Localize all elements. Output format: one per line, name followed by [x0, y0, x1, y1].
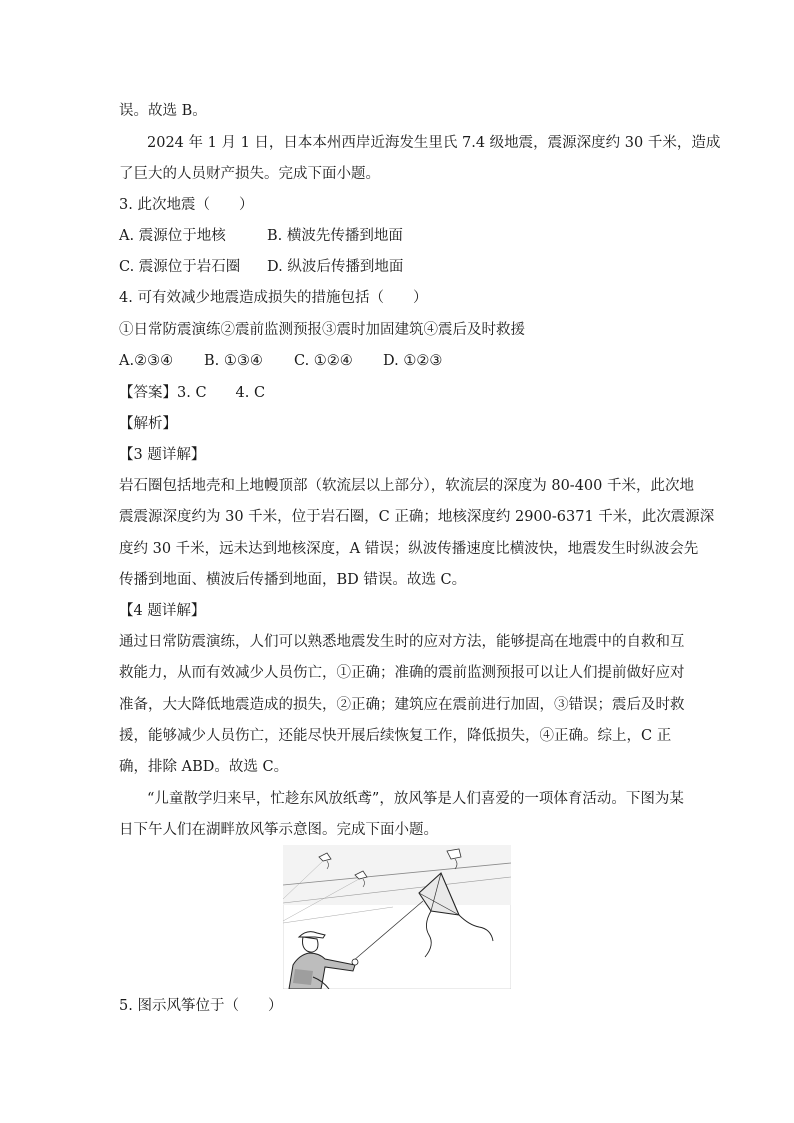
analysis-heading: 【解析】	[119, 416, 177, 432]
question-3-detail-heading: 【3 题详解】	[119, 447, 206, 463]
question-4-detail-line-4: 援，能够减少人员伤亡，还能尽快开展后续恢复工作，降低损失，④正确。综上，C 正	[119, 728, 672, 744]
question-4-detail-line-3: 准备，大大降低地震造成的损失，②正确；建筑应在震前进行加固，③错误；震后及时救	[119, 697, 685, 713]
question-4-option-b: B. ①③④	[204, 353, 263, 369]
question-4-stem: 4. 可有效减少地震造成损失的措施包括（ ）	[119, 290, 428, 306]
question-4-option-a: A.②③④	[119, 353, 174, 369]
prev-conclusion: 误。故选 B。	[119, 103, 207, 119]
question-4-items: ①日常防震演练②震前监测预报③震时加固建筑④震后及时救援	[119, 322, 525, 338]
kite-material-line-1: “儿童散学归来早，忙趁东风放纸鸢”，放风筝是人们喜爱的一项体育活动。下图为某	[147, 791, 684, 807]
question-4-detail-line-5: 确，排除 ABD。故选 C。	[119, 759, 289, 775]
kite-illustration	[283, 845, 511, 989]
question-4-detail-heading: 【4 题详解】	[119, 603, 206, 619]
question-3-detail-line-4: 传播到地面、横波后传播到地面，BD 错误。故选 C。	[119, 572, 467, 588]
question-5-stem: 5. 图示风筝位于（ ）	[119, 998, 283, 1014]
question-3-option-d: D. 纵波后传播到地面	[267, 259, 404, 275]
material-intro-line-2: 了巨大的人员财产损失。完成下面小题。	[119, 166, 380, 182]
kite-figure	[283, 845, 511, 989]
sky-haze	[283, 845, 511, 905]
question-3-detail-line-2: 震震源深度约为 30 千米，位于岩石圈，C 正确；地核深度约 2900-6371 千米，此次震源深	[119, 509, 715, 525]
answer-line: 【答案】3. C 4. C	[119, 385, 266, 401]
question-3-detail-line-3: 度约 30 千米，远未达到地核深度，A 错误；纵波传播速度比横波快，地震发生时纵波会先	[119, 541, 699, 557]
question-4-detail-line-2: 救能力，从而有效减少人员伤亡，①正确；准确的震前监测预报可以让人们提前做好应对	[119, 665, 685, 681]
question-4-detail-line-1: 通过日常防震演练，人们可以熟悉地震发生时的应对方法，能够提高在地震中的自救和互	[119, 634, 685, 650]
question-4-option-d: D. ①②③	[383, 353, 443, 369]
kite-material-line-2: 日下午人们在湖畔放风筝示意图。完成下面小题。	[119, 822, 438, 838]
question-3-detail-line-1: 岩石圈包括地壳和上地幔顶部（软流层以上部分），软流层的深度为 80-400 千米，此次地	[119, 478, 694, 494]
question-3-stem: 3. 此次地震（ ）	[119, 197, 254, 213]
material-intro-line-1: 2024 年 1 月 1 日，日本本州西岸近海发生里氏 7.4 级地震，震源深度约 30 千米，造成	[147, 135, 721, 151]
question-4-option-c: C. ①②④	[294, 353, 353, 369]
question-3-option-a: A. 震源位于地核	[119, 228, 226, 244]
question-3-option-b: B. 横波先传播到地面	[267, 228, 403, 244]
question-3-option-c: C. 震源位于岩石圈	[119, 259, 241, 275]
